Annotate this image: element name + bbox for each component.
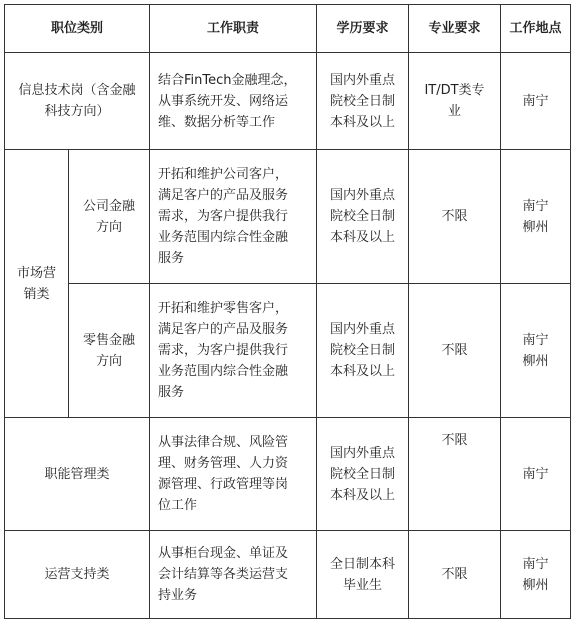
major-cell: 不限: [409, 150, 501, 284]
education-cell: 全日制本科 毕业生: [317, 531, 409, 619]
education-cell: 国内外重点 院校全日制 本科及以上: [317, 53, 409, 150]
education-cell: 国内外重点 院校全日制 本科及以上: [317, 284, 409, 418]
header-row: [5, 5, 571, 53]
location-cell: 南宁 柳州: [501, 150, 571, 284]
education-cell: 国内外重点 院校全日制 本科及以上: [317, 150, 409, 284]
table-row: [5, 150, 571, 284]
table-row: [5, 53, 571, 150]
location-cell: 南宁 柳州: [501, 531, 571, 619]
header-major: 专业要求: [409, 5, 501, 53]
location-cell: 南宁: [501, 418, 571, 531]
recruitment-table: [4, 4, 571, 619]
table-row: [5, 531, 571, 619]
table-row: [5, 284, 571, 418]
header-duties: 工作职责: [150, 5, 317, 53]
major-cell: IT/DT类专 业: [409, 53, 501, 150]
location-cell: 南宁 柳州: [501, 284, 571, 418]
education-cell: 国内外重点 院校全日制 本科及以上: [317, 418, 409, 531]
header-category: 职位类别: [5, 5, 150, 53]
category-cell: 市场营 销类: [5, 150, 69, 418]
duties-cell: 从事柜台现金、单证及 会计结算等各类运营支 持业务: [150, 531, 317, 619]
duties-cell: 结合FinTech金融理念， 从事系统开发、网络运 维、数据分析等工作: [150, 53, 317, 150]
category-cell: 职能管理类: [5, 418, 150, 531]
subcategory-cell: 零售金融 方向: [69, 284, 150, 418]
duties-cell: 从事法律合规、风险管 理、财务管理、人力资 源管理、行政管理等岗 位工作: [150, 418, 317, 531]
duties-cell: 开拓和维护零售客户， 满足客户的产品及服务 需求，为客户提供我行 业务范围内综合性金融 服务: [150, 284, 317, 418]
major-cell: 不限: [409, 418, 501, 531]
major-cell: 不限: [409, 531, 501, 619]
major-cell: 不限: [409, 284, 501, 418]
header-education: 学历要求: [317, 5, 409, 53]
header-location: 工作地点: [501, 5, 571, 53]
duties-cell: 开拓和维护公司客户， 满足客户的产品及服务 需求，为客户提供我行 业务范围内综合性金融 服务: [150, 150, 317, 284]
category-cell: 运营支持类: [5, 531, 150, 619]
subcategory-cell: 公司金融 方向: [69, 150, 150, 284]
table-row: [5, 418, 571, 531]
category-cell: 信息技术岗（含金融 科技方向）: [5, 53, 150, 150]
location-cell: 南宁: [501, 53, 571, 150]
